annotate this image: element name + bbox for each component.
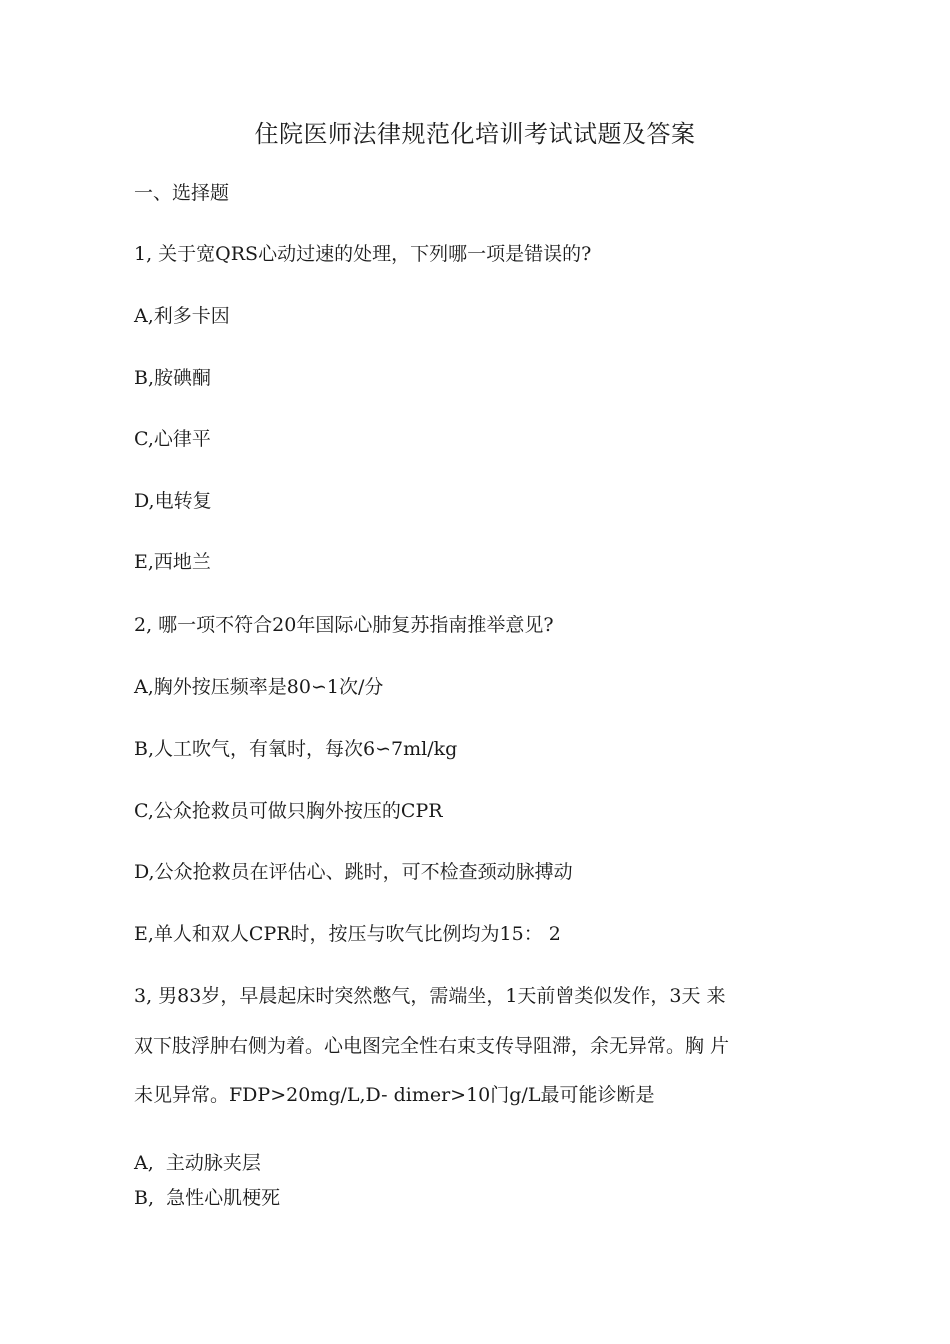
question-1-stem: 1, 关于宽QRS心动过速的处理，下列哪一项是错误的? [134,243,592,265]
question-2-option-a: A,胸外按压频率是80∽1次/分 [134,676,384,698]
question-3-option-b: B, 急性心肌梗死 [134,1187,281,1209]
question-2-stem: 2, 哪一项不符合20年国际心肺复苏指南推举意见? [134,614,554,636]
question-1-option-d: D,电转复 [134,490,212,512]
question-1-option-a: A,利多卡因 [134,305,230,327]
section-heading: 一、选择题 [134,182,230,204]
question-3-stem-line-2: 双下肢浮肿右侧为着。心电图完全性右束支传导阻滞，余无异常。胸 片 [134,1035,730,1057]
question-2-option-e: E,单人和双人CPR时，按压与吹气比例均为15： 2 [134,923,561,945]
question-2-option-d: D,公众抢救员在评估心、跳时，可不检查颈动脉搏动 [134,861,573,883]
question-3-stem-line-3: 未见异常。FDP>20mg/L,D- dimer>10门g/L最可能诊断是 [134,1084,655,1106]
question-1-option-e: E,西地兰 [134,551,211,573]
document-title: 住院医师法律规范化培训考试试题及答案 [254,120,696,148]
question-2-option-c: C,公众抢救员可做只胸外按压的CPR [134,800,443,822]
question-1-option-c: C,心律平 [134,428,211,450]
question-3-option-a: A, 主动脉夹层 [134,1152,261,1174]
question-1-option-b: B,胺碘酮 [134,367,212,389]
question-2-option-b: B,人工吹气，有氧时，每次6∽7ml/kg [134,738,458,760]
question-3-stem-line-1: 3, 男83岁，早晨起床时突然憋气，需端坐，1天前曾类似发作，3天 来 [134,985,726,1007]
